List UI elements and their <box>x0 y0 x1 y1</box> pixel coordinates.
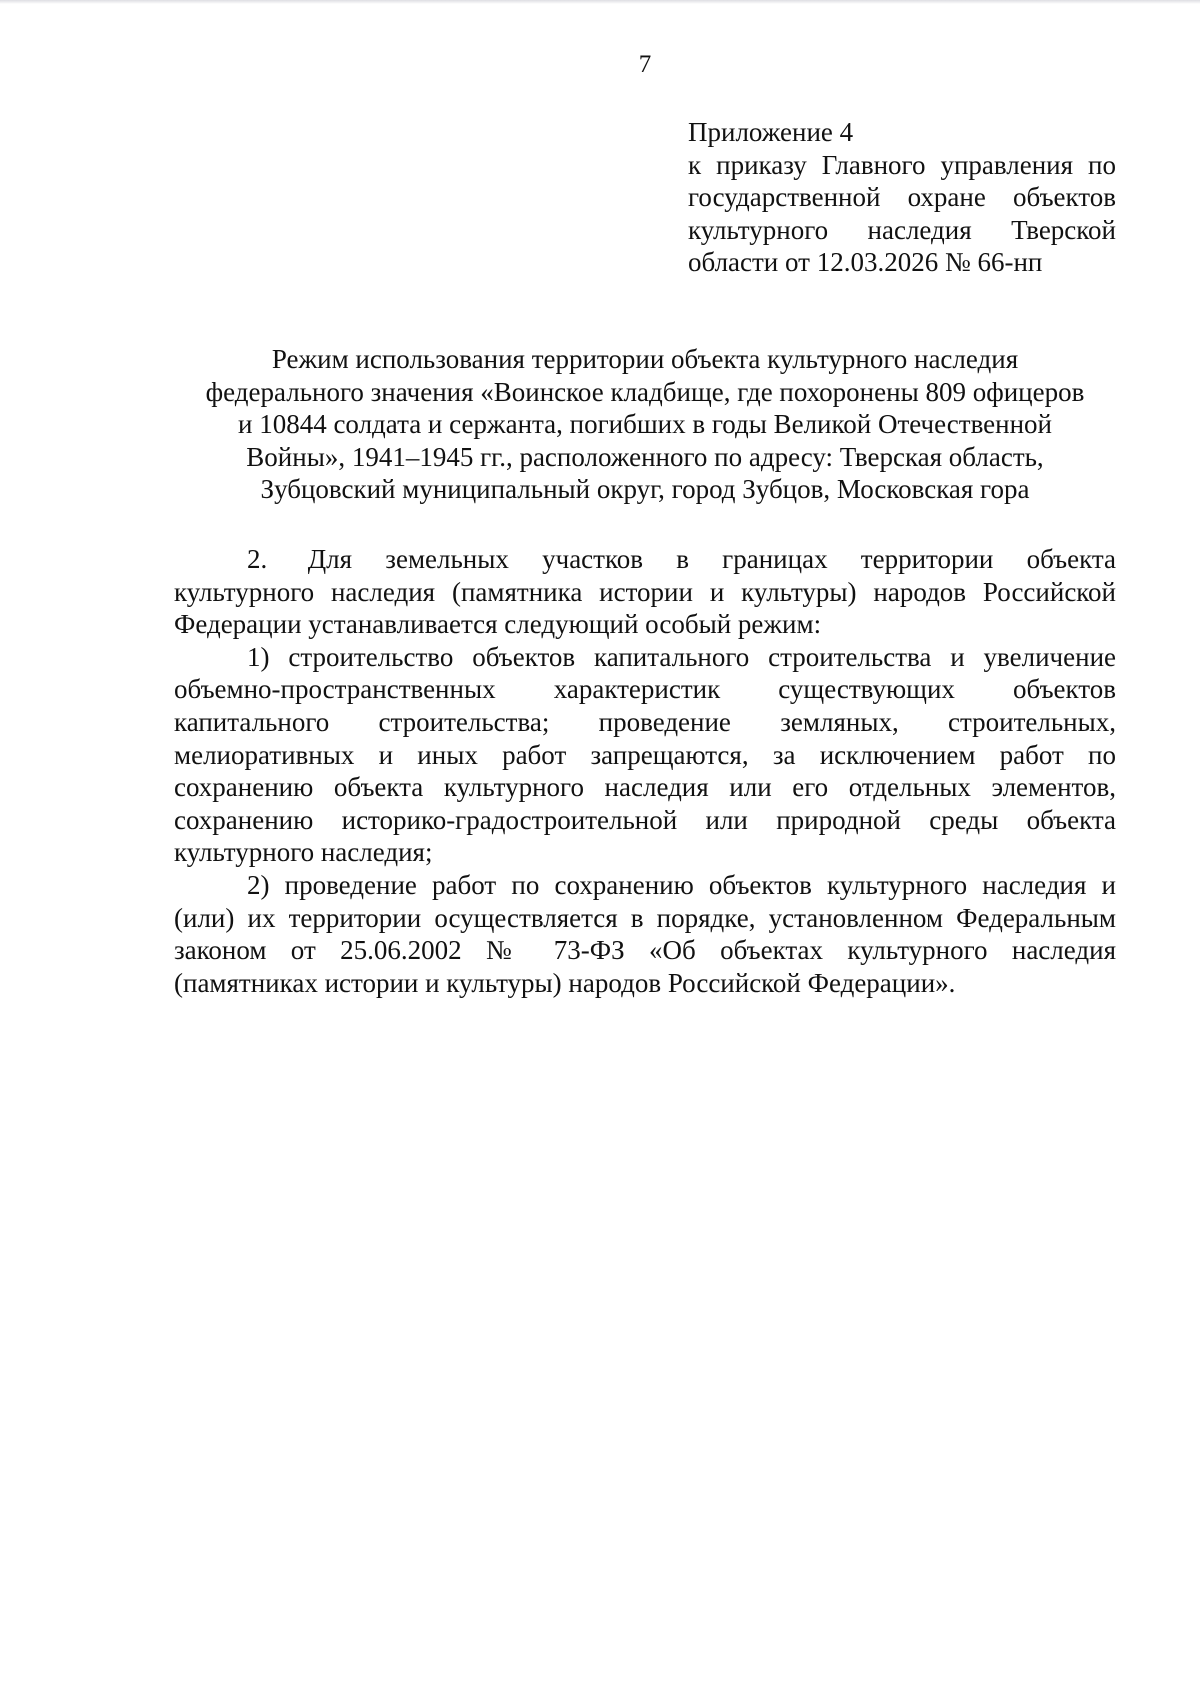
paragraph-number: 2. <box>247 544 268 574</box>
list-item-line: объемно-пространственных характеристик существующих объектов <box>174 674 1116 705</box>
paragraph-text: Для земельных участков в границах территории объекта <box>307 544 1116 574</box>
document-title <box>174 343 1116 506</box>
page-number: 7 <box>638 51 652 78</box>
scan-edge <box>0 0 1200 4</box>
list-item-line: капитального строительства; проведение земляных, строительных, <box>174 706 1116 737</box>
title-line: Зубцовский муниципальный округ, город Зубцов, Московская гора <box>260 474 1030 504</box>
appendix-line: государственной охране объектов <box>688 182 1116 212</box>
appendix-line: культурного наследия Тверской <box>688 214 1116 245</box>
list-item-line: (или) их территории осуществляется в порядке, установленном Федеральным <box>174 902 1116 933</box>
list-item-line: (памятниках истории и культуры) народов Российской Федерации». <box>174 967 956 998</box>
title-line: Режим использования территории объекта культурного наследия <box>271 344 1019 374</box>
list-item-line: культурного наследия; <box>174 837 433 868</box>
paragraph-line: Федерации устанавливается следующий особый режим: <box>174 609 822 640</box>
document-body <box>174 543 1116 999</box>
list-item-line: законом от 25.06.2002 № 73-ФЗ «Об объектах культурного наследия <box>174 935 1116 966</box>
list-item-line: сохранению объекта культурного наследия или его отдельных элементов, <box>174 772 1116 803</box>
appendix-line: к приказу Главного управления по <box>688 149 1116 180</box>
paragraph-2 <box>174 543 1116 641</box>
list-item-1 <box>174 641 1116 869</box>
appendix-line: области от 12.03.2026 № 66-нп <box>688 247 1043 277</box>
list-item-line: 2) проведение работ по сохранению объектов культурного наследия и <box>247 869 1116 900</box>
title-line: и 10844 солдата и сержанта, погибших в годы Великой Отечественной <box>238 409 1052 439</box>
paragraph-first-line <box>174 543 1116 576</box>
title-line: Войны», 1941–1945 гг., расположенного по адресу: Тверская область, <box>246 441 1044 472</box>
list-item-line: 1) строительство объектов капитального строительства и увеличение <box>247 641 1116 672</box>
paragraph-line: культурного наследия (памятника истории и культуры) народов Российской <box>174 576 1116 607</box>
list-item-2 <box>174 869 1116 999</box>
appendix-line: Приложение 4 <box>688 117 854 147</box>
list-item-line: мелиоративных и иных работ запрещаются, за исключением работ по <box>174 739 1116 770</box>
appendix-header <box>688 116 1116 279</box>
list-item-line: сохранению историко-градостроительной или природной среды объекта <box>174 804 1116 835</box>
title-line: федерального значения «Воинское кладбище, где похоронены 809 офицеров <box>205 376 1085 407</box>
